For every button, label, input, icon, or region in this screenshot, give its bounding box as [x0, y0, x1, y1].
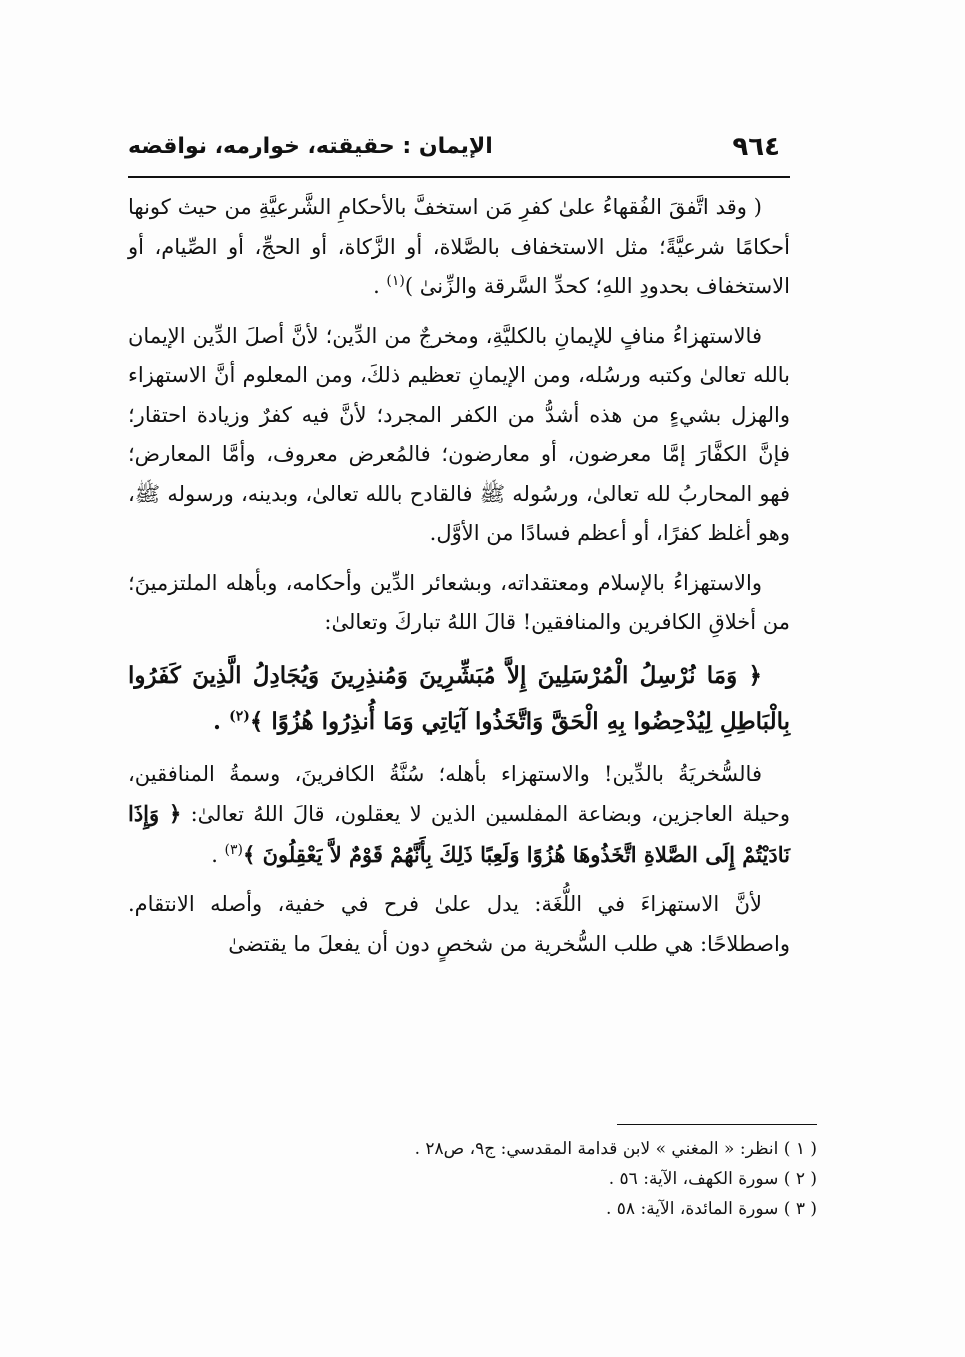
paragraph-tail: . — [373, 274, 387, 298]
paragraph — [128, 885, 790, 964]
footnotes — [177, 1134, 817, 1224]
quran-verse — [128, 653, 790, 745]
verse-text: ﴿ وَمَا نُرْسِلُ الْمُرْسَلِينَ إِلاَّ مُبَشِّرِينَ وَمُنذِرِينَ وَيُجَادِلُ الَّذِينَ كَفَرُوا بِالْبَاطِلِ لِيُدْحِضُوا بِهِ الْحَقَّ وَاتَّخَذُوا آيَاتِي وَمَا أُنذِرُوا هُزُوًا ﴾ — [128, 661, 790, 735]
paragraph — [128, 188, 790, 307]
page-header — [128, 128, 788, 174]
page-number: ٩٦٤ — [732, 132, 780, 162]
running-title: الإيمان : حقيقته، خوارمه، نواقضه — [128, 134, 493, 159]
footnote-rule — [617, 1124, 817, 1125]
footnote-ref: (٢) — [229, 707, 250, 724]
paragraph — [128, 564, 790, 643]
footnote: ( ١ ) انظر: « المغني » لابن قدامة المقدسي: ج٩، ص٢٨ . — [414, 1139, 817, 1159]
paragraph — [128, 317, 790, 554]
paragraph-text: فالسُّخريَةُ بالدِّين! والاستهزاء بأهله؛ سُنَّةُ الكافرينَ، وسمةُ المنافقين، وحيلة العاجزين، وبضاعة المفلسين الذين لا يعقلون، قالَ اللهُ تعالىٰ: — [128, 761, 791, 826]
footnote: ( ٢ ) سورة الكهف، الآية: ٥٦ . — [608, 1169, 817, 1189]
verse-tail: . — [213, 707, 230, 735]
footnote: ( ٣ ) سورة المائدة، الآية: ٥٨ . — [605, 1199, 817, 1219]
paragraph-text: فالاستهزاءُ منافٍ للإيمانِ بالكليَّةِ، ومخرجٌ من الدِّين؛ لأنَّ أصلَ الدِّين الإيمان بالله تعالىٰ وكتبه ورسُله، ومن الإيمانِ تعظيم ذلكَ، ومن المعلوم أنَّ الاستهزاء والهزل بشيءٍ من هذه أشدُّ من الكفر المجرد؛ لأنَّ فيه كفرٌ وزيادة احتقار؛ فإنَّ الكفَّارَ إمَّا معرضون، أو معارضون؛ فالمُعرض معروف، وأمَّا المعارض؛ فهو المحاربُ لله تعالىٰ، ورسُوله ﷺ فالقادح بالله تعالىٰ، وبدينه، ورسوله ﷺ، وهو أغلظ كفرًا، أو أعظم فسادًا من الأوَّل. — [128, 323, 790, 545]
header-rule — [128, 176, 790, 178]
footnote-ref: (١) — [386, 273, 405, 289]
paragraph — [128, 755, 790, 876]
paragraph-text: والاستهزاءُ بالإسلام ومعتقداته، وبشعائر الدِّين وأحكامه، وبأهله الملتزمينَ؛ من أخلاقِ الكافرين والمنافقين! قالَ اللهُ تباركَ وتعالىٰ: — [128, 570, 790, 634]
main-text — [128, 188, 790, 974]
inline-verse: ﴿ وَإِذَا نَادَيْتُمْ إِلَى الصَّلاةِ اتَّخَذُوهَا هُزُوًا وَلَعِبًا ذَلِكَ بِأَنَّهُمْ قَوْمٌ لاَّ يَعْقِلُونَ ﴾ — [128, 801, 790, 867]
paragraph-tail: . — [211, 842, 225, 867]
paragraph-text: لأنَّ الاستهزاءَ في اللُّغَة: يدل علىٰ فرح في خفية، وأصله الانتقام. واصطلاحًا: هي طلب السُّخرية من شخصٍ دون أن يفعلَ ما يقتضىٰ — [128, 892, 790, 956]
paragraph-text: ( وقد اتَّفقَ الفُقهاءُ علىٰ كفرِ مَن استخفَّ بالأحكامِ الشَّرعيَّةِ من حيث كونها أحكامًا شرعيَّةً؛ مثل الاستخفاف بالصَّلاة، أو الزَّكاة، أو الحجِّ، أو الصِّيام، أو الاستخفاف بحدودِ اللهِ؛ كحدِّ السَّرقة والزِّنىٰ ) — [128, 195, 790, 298]
footnote-ref: (٣) — [224, 841, 244, 858]
